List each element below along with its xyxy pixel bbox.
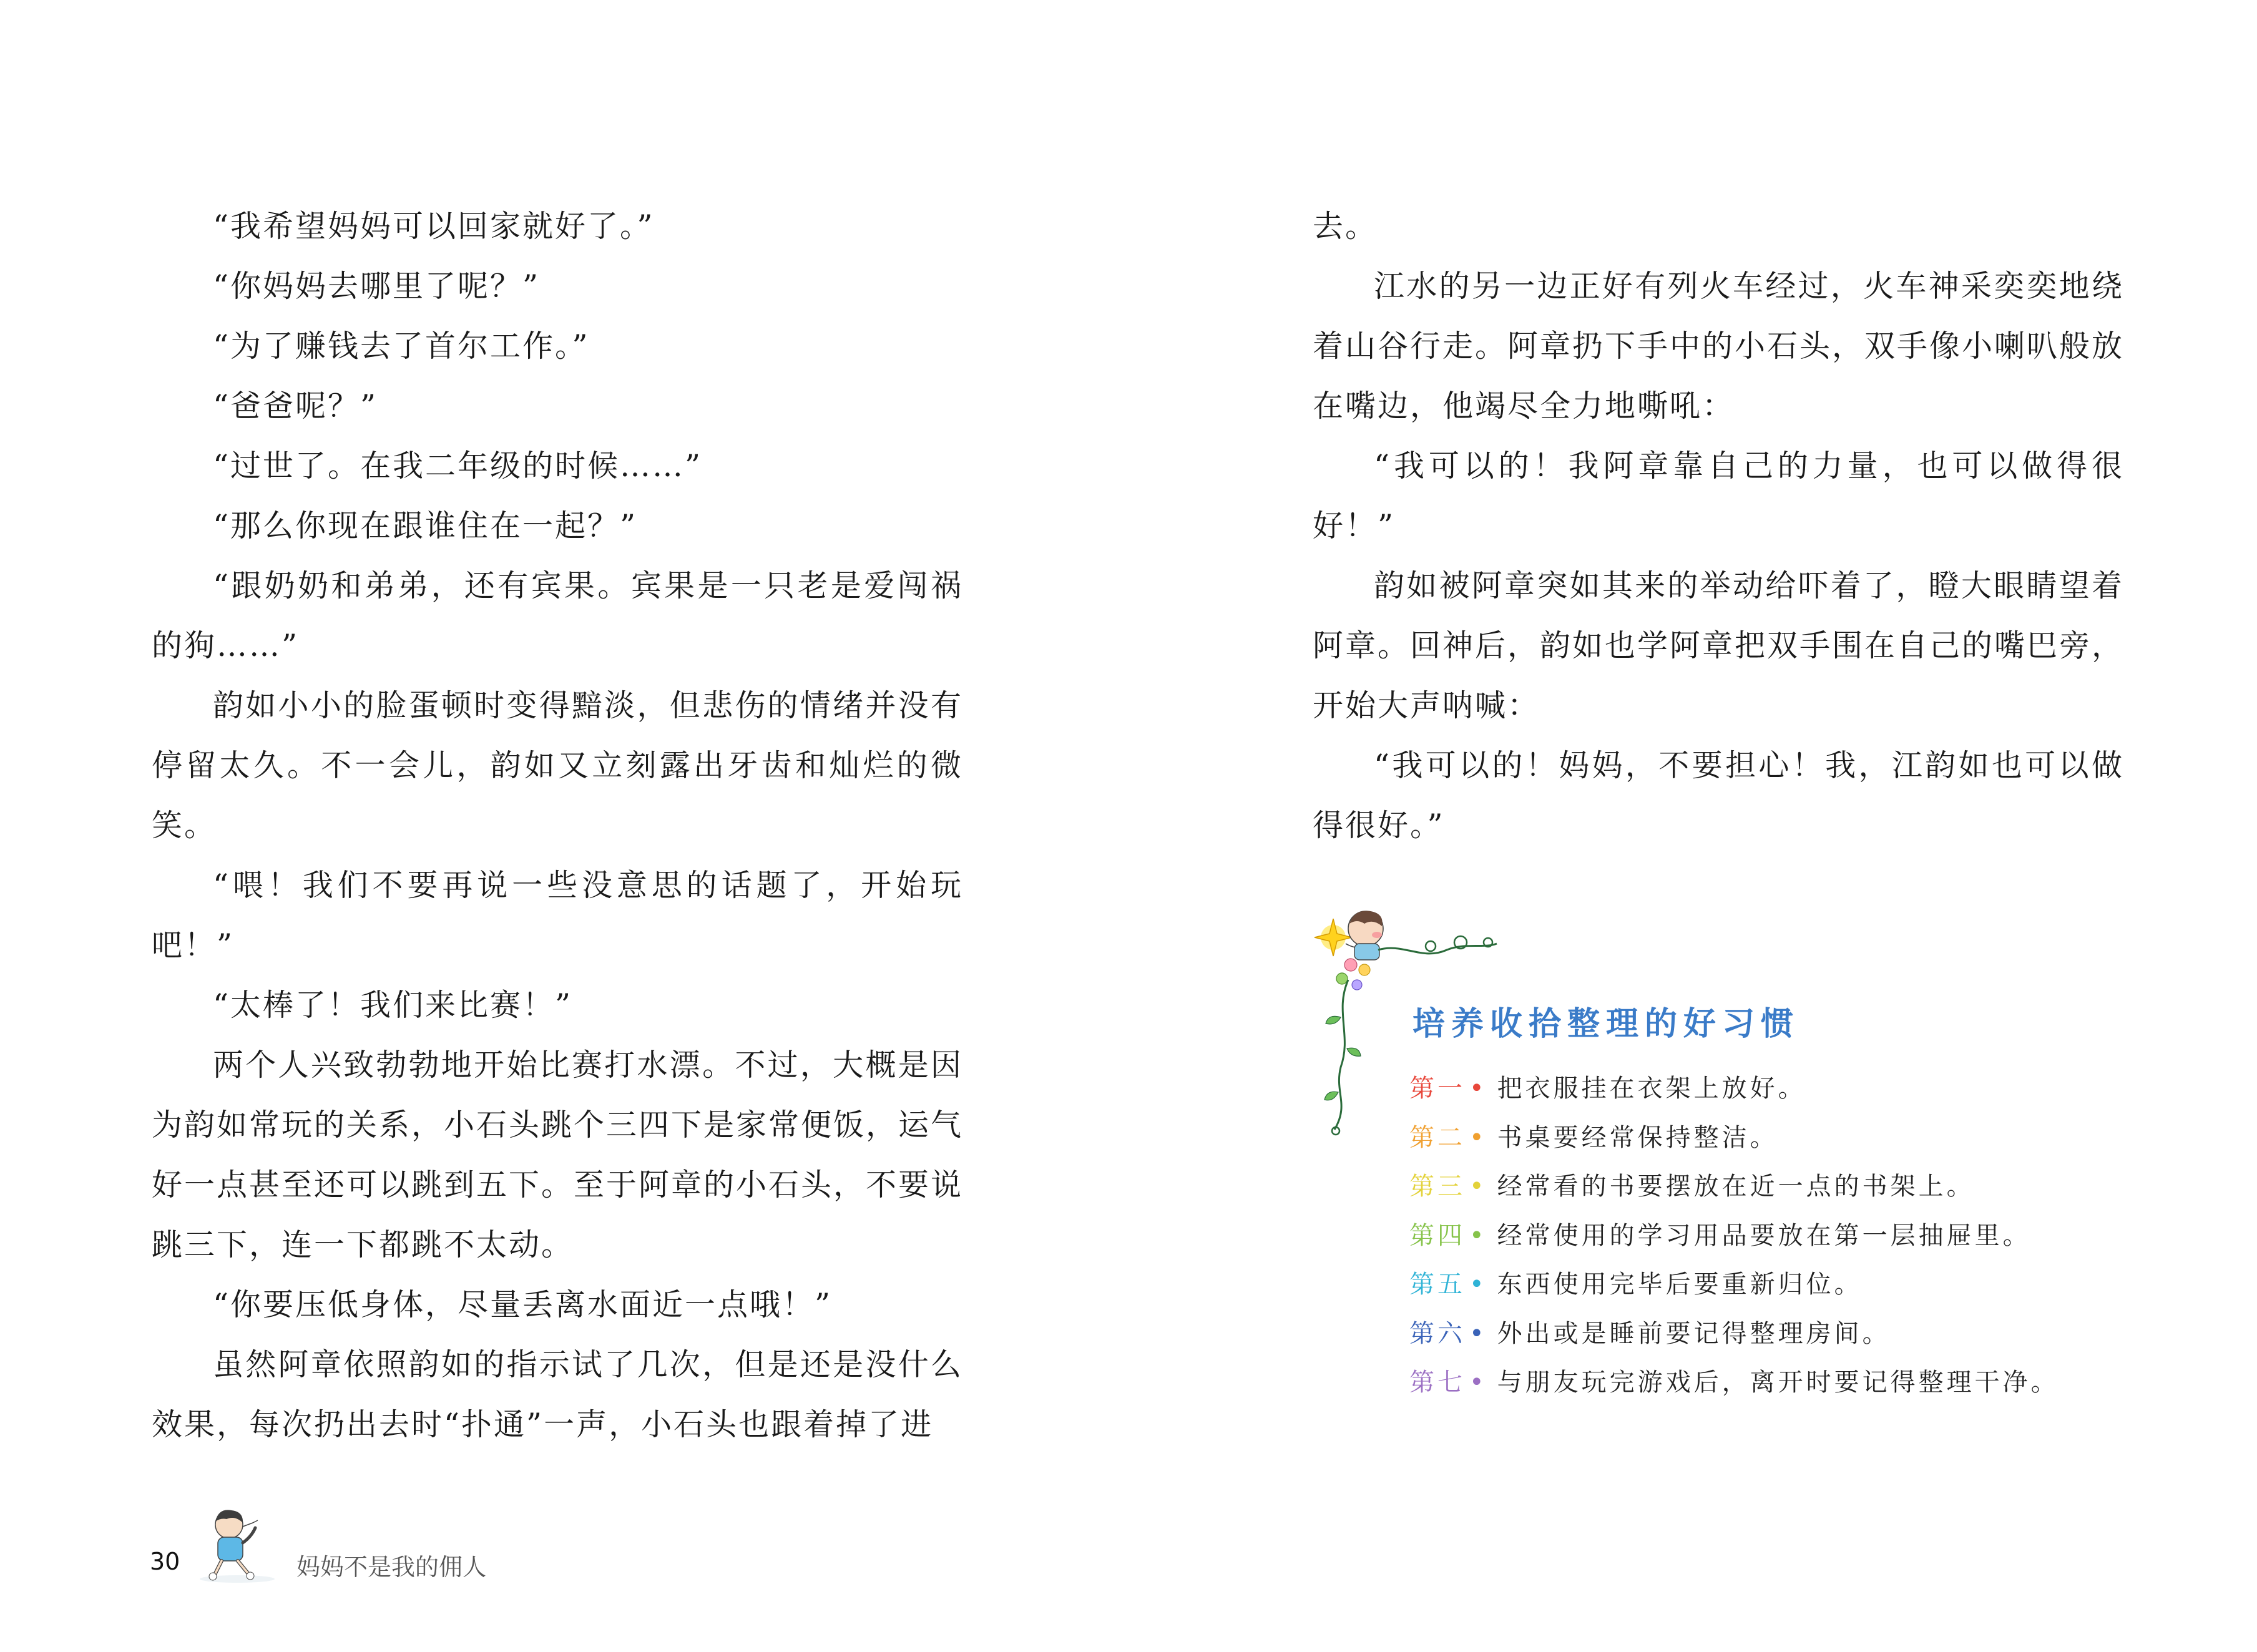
paragraph: “那么你现在跟谁住在一起？”: [213, 508, 638, 544]
habit-number: 第六: [1409, 1319, 1466, 1348]
habit-item: [1409, 1309, 2059, 1359]
paragraph: “我希望妈妈可以回家就好了。”: [213, 208, 655, 244]
paragraph: “爸爸呢？”: [213, 388, 378, 424]
habit-number: 第四: [1409, 1221, 1466, 1250]
right-page-body: [1313, 197, 2124, 856]
paragraph: “我可以的！我阿章靠自己的力量，也可以做得很好！”: [1313, 448, 2124, 544]
paragraph: “跟奶奶和弟弟，还有宾果。宾果是一只老是爱闯祸的狗……”: [152, 568, 963, 663]
habit-text: 与朋友玩完游戏后，离开时要记得整理干净。: [1497, 1368, 2059, 1397]
paragraph: “太棒了！我们来比赛！”: [213, 987, 573, 1023]
habits-title: 培养收拾整理的好习惯: [1412, 1005, 1800, 1043]
paragraph: 两个人兴致勃勃地开始比赛打水漂。不过，大概是因为韵如常玩的关系，小石头跳个三四下是家常便饭，运气好一点甚至还可以跳到五下。至于阿章的小石头，不要说跳三下，连一下都跳不太动。: [152, 1047, 964, 1263]
paragraph: “你要压低身体，尽量丢离水面近一点哦！”: [213, 1287, 833, 1322]
left-page: [0, 0, 1128, 1652]
paragraph: “我可以的！妈妈，不要担心！我，江韵如也可以做得很好。”: [1313, 748, 2124, 843]
habit-number: 第五: [1409, 1270, 1466, 1299]
book-title: 妈妈不是我的佣人: [296, 1553, 487, 1581]
right-page: [1128, 0, 2257, 1652]
paragraph: “喂！我们不要再说一些没意思的话题了，开始玩吧！”: [152, 868, 963, 963]
habit-text: 把衣服挂在衣架上放好。: [1497, 1074, 1806, 1103]
paragraph: 去。: [1313, 208, 1378, 244]
paragraph: “你妈妈去哪里了呢？”: [213, 268, 541, 304]
bullet-dot-icon: •: [1469, 1319, 1487, 1348]
paragraph: 韵如小小的脸蛋顿时变得黯淡，但悲伤的情绪并没有停留太久。不一会儿，韵如又立刻露出牙齿和灿烂的微笑。: [152, 688, 963, 843]
habits-box: [1297, 905, 2108, 1467]
paragraph: 虽然阿章依照韵如的指示试了几次，但是还是没什么效果，每次扔出去时“扑通”一声，小石头也跟着掉了进: [152, 1347, 963, 1442]
bullet-dot-icon: •: [1469, 1270, 1487, 1299]
habit-number: 第三: [1409, 1172, 1466, 1201]
habit-list: [1409, 1064, 2059, 1407]
habit-number: 第七: [1409, 1368, 1466, 1397]
habit-item: [1409, 1211, 2059, 1261]
left-page-body: [152, 197, 963, 1455]
habit-item: [1409, 1064, 2059, 1113]
bullet-dot-icon: •: [1469, 1368, 1487, 1397]
habit-number: 第二: [1409, 1123, 1466, 1152]
page-number: 30: [150, 1548, 180, 1575]
habit-item: [1409, 1260, 2059, 1309]
bullet-dot-icon: •: [1469, 1123, 1487, 1152]
paragraph: 韵如被阿章突如其来的举动给吓着了，瞪大眼睛望着阿章。回神后，韵如也学阿章把双手围在自己的嘴巴旁，开始大声呐喊：: [1313, 568, 2125, 723]
bullet-dot-icon: •: [1469, 1221, 1487, 1250]
habit-text: 经常看的书要摆放在近一点的书架上。: [1497, 1172, 1975, 1201]
habit-text: 经常使用的学习用品要放在第一层抽屉里。: [1497, 1221, 2031, 1250]
habit-item: [1409, 1162, 2059, 1211]
bullet-dot-icon: •: [1469, 1074, 1487, 1103]
bullet-dot-icon: •: [1469, 1172, 1487, 1201]
paragraph: “为了赚钱去了首尔工作。”: [213, 328, 590, 364]
habit-text: 外出或是睡前要记得整理房间。: [1497, 1319, 1891, 1348]
habit-number: 第一: [1409, 1074, 1466, 1103]
habit-text: 东西使用完毕后要重新归位。: [1497, 1270, 1863, 1299]
habit-item: [1409, 1113, 2059, 1163]
habit-item: [1409, 1358, 2059, 1407]
habit-text: 书桌要经常保持整洁。: [1497, 1123, 1778, 1152]
paragraph: 江水的另一边正好有列火车经过，火车神采奕奕地绕着山谷行走。阿章扔下手中的小石头，双手像小喇叭般放在嘴边，他竭尽全力地嘶吼：: [1313, 268, 2125, 424]
boy-whistling-illustration: [190, 1503, 284, 1584]
paragraph: “过世了。在我二年级的时候……”: [213, 448, 703, 484]
